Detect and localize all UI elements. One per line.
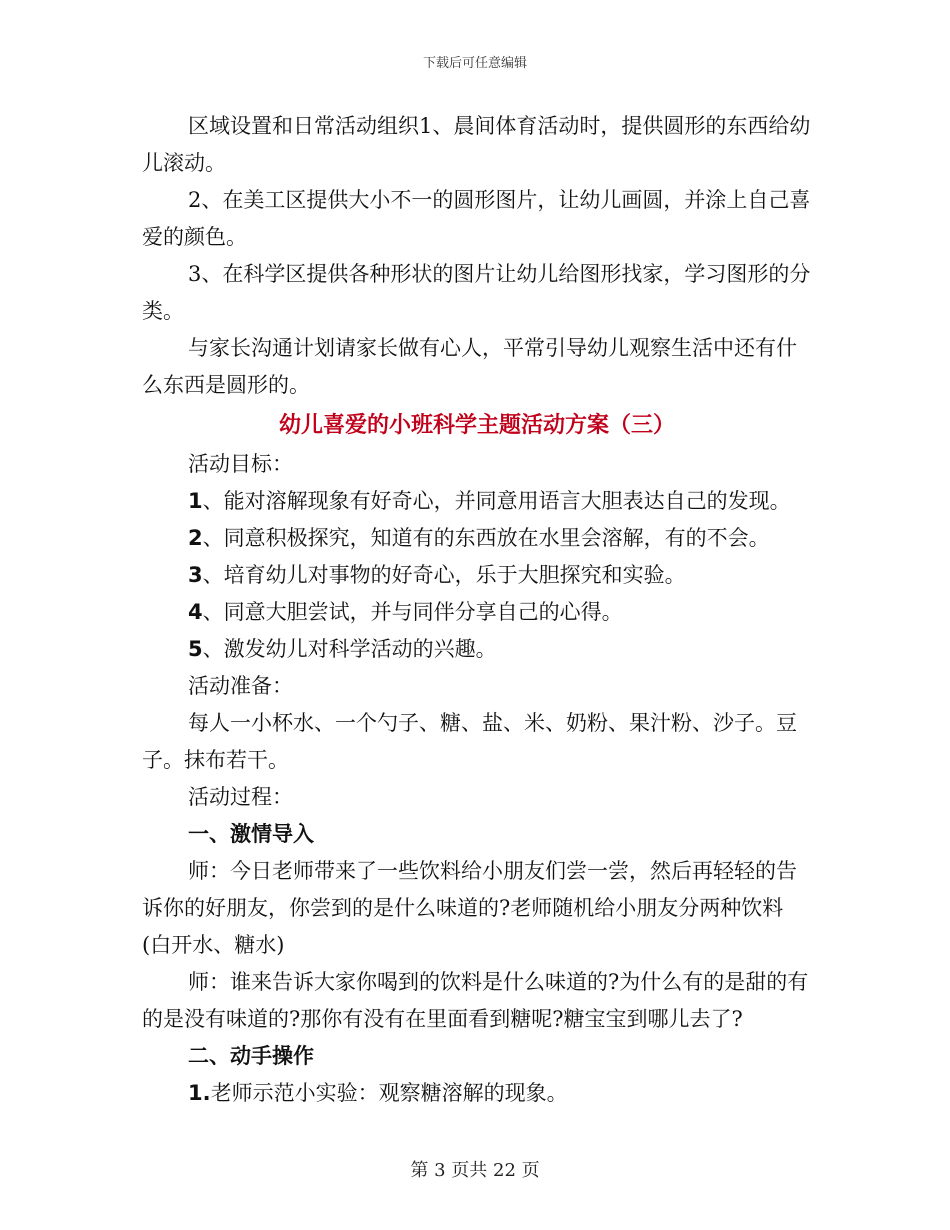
goal-item-1 xyxy=(142,483,812,520)
goal-item-2 xyxy=(142,520,812,557)
goal-item-4 xyxy=(142,594,812,631)
preparation-text: 每人一小杯水、一个勺子、糖、盐、米、奶粉、果汁粉、沙子。豆子。抹布若干。 xyxy=(142,711,797,772)
page-header: 下载后可任意编辑 xyxy=(422,56,527,71)
document-body xyxy=(142,108,812,1112)
process-part1-paragraph-1: 师：今日老师带来了一些饮料给小朋友们尝一尝，然后再轻轻的告诉你的好朋友，你尝到的是什么味道的?老师随机给小朋友分两种饮料(白开水、糖水) xyxy=(142,859,797,957)
goal-text: 、同意大胆尝试，并与同伴分享自己的心得。 xyxy=(202,600,623,624)
paragraph-art-area: 2、在美工区提供大小不一的圆形图片，让幼儿画圆，并涂上自己喜爱的颜色。 xyxy=(142,188,811,249)
process-part1-title: 一、激情导入 xyxy=(188,822,314,846)
goal-number: 5 xyxy=(188,637,203,661)
goal-number: 2 xyxy=(188,526,203,550)
process-part1-paragraph-2: 师：谁来告诉大家你喝到的饮料是什么味道的?为什么有的是甜的有的是没有味道的?那你有没有在里面看到糖呢?糖宝宝到哪儿去了? xyxy=(142,970,809,1031)
goal-text: 、同意积极探究，知道有的东西放在水里会溶解，有的不会。 xyxy=(202,526,770,550)
goal-number: 3 xyxy=(188,563,203,587)
section-title: 幼儿喜爱的小班科学主题活动方案（三） xyxy=(278,413,675,438)
goal-text: 、能对溶解现象有好奇心，并同意用语言大胆表达自己的发现。 xyxy=(202,489,791,513)
goal-item-5 xyxy=(142,631,812,668)
paragraph-area-setup: 区域设置和日常活动组织1、晨间体育活动时，提供圆形的东西给幼儿滚动。 xyxy=(142,114,811,175)
page-footer: 第 3 页共 22 页 xyxy=(410,1160,540,1181)
goal-number: 1 xyxy=(188,489,203,513)
paragraph-parent-communication: 与家长沟通计划请家长做有心人，平常引导幼儿观察生活中还有什么东西是圆形的。 xyxy=(142,336,797,397)
process-part2-title: 二、动手操作 xyxy=(188,1044,314,1068)
process-label: 活动过程： xyxy=(188,785,293,809)
goal-text: 、激发幼儿对科学活动的兴趣。 xyxy=(202,637,497,661)
paragraph-science-area: 3、在科学区提供各种形状的图片让幼儿给图形找家，学习图形的分类。 xyxy=(142,262,811,323)
process-item-number: 1. xyxy=(188,1081,211,1105)
goals-label: 活动目标： xyxy=(188,452,293,476)
preparation-label: 活动准备： xyxy=(188,674,293,698)
process-part2-item-1 xyxy=(142,1075,812,1112)
goal-item-3 xyxy=(142,557,812,594)
process-item-text: 老师示范小实验：观察糖溶解的现象。 xyxy=(210,1081,568,1105)
goal-number: 4 xyxy=(188,600,203,624)
goal-text: 、培育幼儿对事物的好奇心，乐于大胆探究和实验。 xyxy=(202,563,686,587)
